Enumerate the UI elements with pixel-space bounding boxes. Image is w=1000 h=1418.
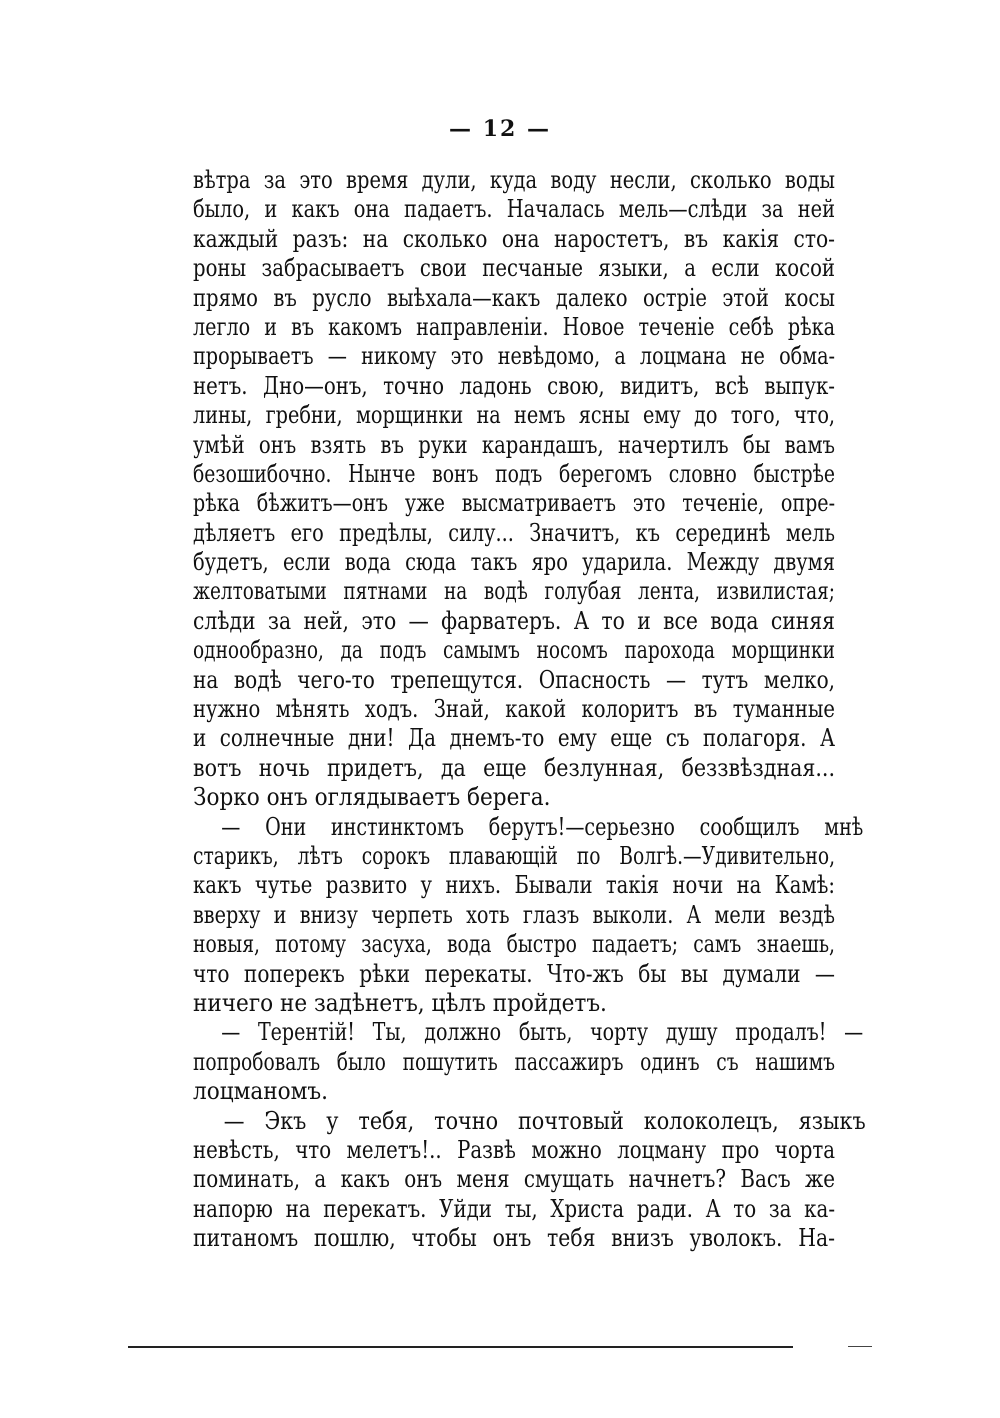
page-number: — 12 —: [449, 116, 551, 142]
text-line: новыя, потому засуха, вода быстро падаетъ; самъ знаешь,: [193, 930, 835, 959]
text-line: было, и какъ она падаетъ. Началась мель—слѣди за ней: [193, 195, 836, 224]
text-line: невѣсть, что мелетъ!.. Развѣ можно лоцману про чорта: [193, 1135, 835, 1164]
text-line: напорю на перекатъ. Уйди ты, Христа ради. А то за ка-: [193, 1194, 835, 1223]
text-line: ничего не задѣнетъ, цѣлъ пройдетъ.: [193, 988, 607, 1017]
text-line: будетъ, если вода сюда такъ яро ударила. Между двумя: [193, 548, 835, 577]
text-line: — Экъ у тебя, точно почтовый колоколецъ, языкъ: [223, 1106, 866, 1135]
bottom-rule: [128, 1346, 793, 1348]
text-line: — Терентій! Ты, должно быть, чорту душу продалъ! —: [221, 1018, 864, 1047]
text-line: легло и въ какомъ направленіи. Новое теченіе себѣ рѣка: [193, 312, 835, 341]
text-line: что поперекъ рѣки перекаты. Что-жъ бы вы думали —: [193, 959, 836, 988]
text-line: умѣй онъ взять въ руки карандашъ, начертилъ бы вамъ: [193, 430, 836, 459]
text-line: и солнечные дни! Да днемъ-то ему еще съ полагоря. А: [193, 724, 836, 753]
text-line: попробовалъ было пошутить пассажиръ одинъ съ нашимъ: [193, 1047, 835, 1076]
text-line: безошибочно. Нынче вонъ подъ берегомъ словно быстрѣе: [193, 459, 835, 488]
text-line: лоцманомъ.: [193, 1077, 329, 1106]
bottom-rule-mark: [848, 1346, 872, 1347]
text-line: старикъ, лѣтъ сорокъ плавающій по Волгѣ.—Удивительно,: [193, 841, 835, 870]
text-line: питаномъ пошлю, чтобы онъ тебя внизъ уволокъ. На-: [193, 1224, 835, 1253]
text-line: слѣди за ней, это — фарватеръ. А то и все вода синяя: [193, 606, 835, 635]
text-line: нужно мѣнять ходъ. Знай, какой колоритъ въ туманные: [193, 695, 835, 724]
text-line: вотъ ночь придетъ, да еще безлунная, беззвѣздная...: [193, 753, 836, 782]
text-line: прямо въ русло выѣхала—какъ далеко остріе этой косы: [193, 283, 835, 312]
text-line: вверху и внизу черпеть хоть глазъ выколи. А мели вездѣ: [193, 900, 836, 929]
text-line: однообразно, да подъ самымъ носомъ парохода морщинки: [193, 636, 836, 665]
text-line: дѣляетъ его предѣлы, силу... Значитъ, къ серединѣ мель: [193, 518, 836, 547]
text-line: каждый разъ: на сколько она наростетъ, въ какія сто-: [193, 224, 835, 253]
text-line: желтоватыми пятнами на водѣ голубая лента, извилистая;: [193, 577, 835, 606]
text-line: роны забрасываетъ свои песчаные языки, а если косой: [193, 254, 835, 283]
text-line: на водѣ чего-то трепещутся. Опасность — тутъ мелко,: [193, 665, 836, 694]
text-line: вѣтра за это время дули, куда воду несли, сколько воды: [193, 166, 836, 194]
text-line: Зорко онъ оглядываетъ берега.: [193, 783, 551, 812]
text-line: лины, гребни, морщинки на немъ ясны ему до того, что,: [193, 401, 836, 430]
text-line: прорываетъ — никому это невѣдомо, а лоцмана не обма-: [193, 342, 836, 371]
text-line: какъ чутье развито у нихъ. Бывали такія ночи на Камѣ:: [193, 871, 836, 900]
text-line: нетъ. Дно—онъ, точно ладонь свою, видитъ, всѣ выпук-: [193, 371, 835, 400]
text-line: — Они инстинктомъ берутъ!—серьезно сообщилъ мнѣ: [221, 812, 864, 841]
body-text: [193, 166, 866, 1253]
text-line: рѣка бѣжитъ—онъ уже высматриваетъ это теченіе, опре-: [193, 489, 836, 518]
text-line: поминать, а какъ онъ меня смущать начнетъ? Васъ же: [193, 1165, 835, 1194]
